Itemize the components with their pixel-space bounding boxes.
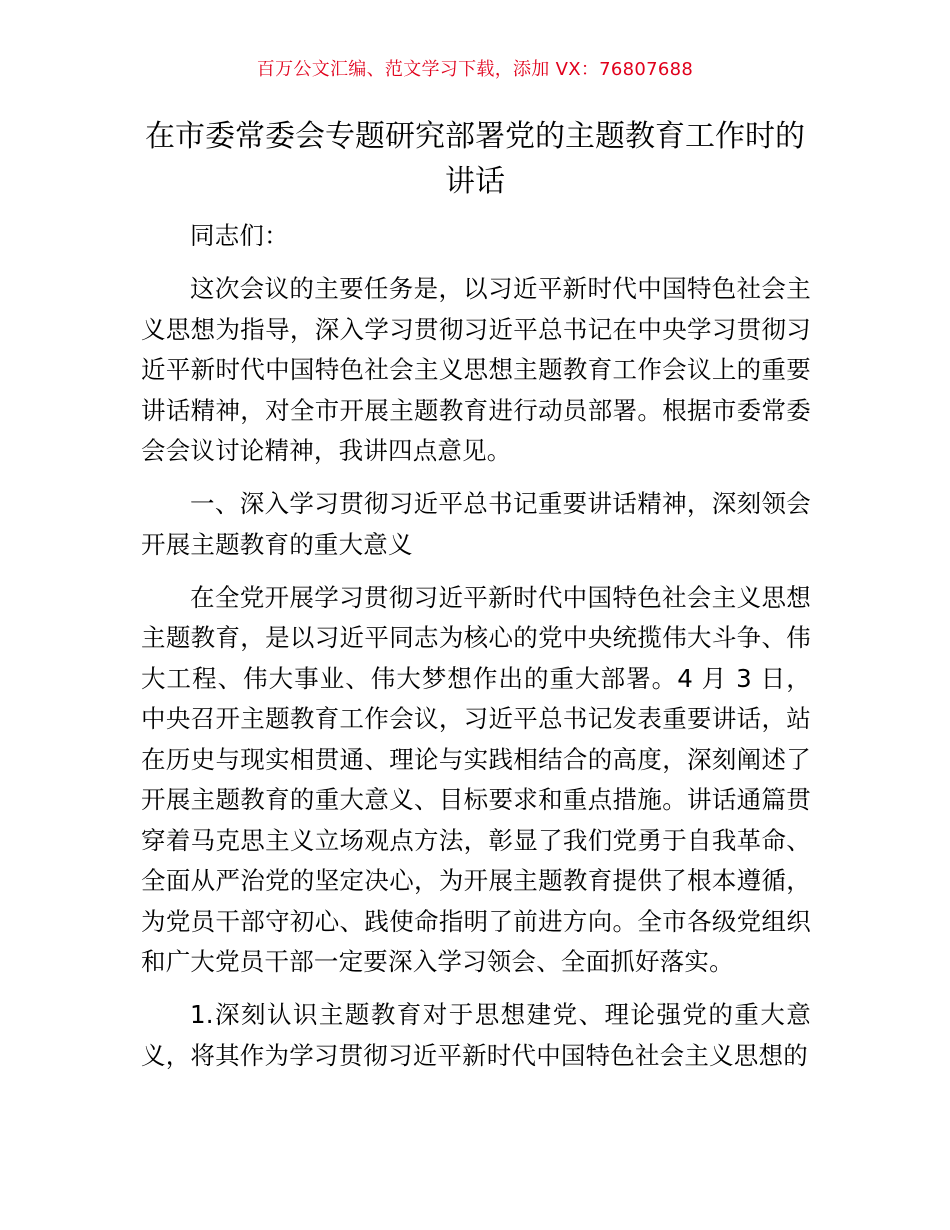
section-heading: 一、深入学习贯彻习近平总书记重要讲话精神，深刻领会开展主题教育的重大意义 (141, 489, 811, 559)
document-body (141, 216, 811, 1089)
body-paragraph: 这次会议的主要任务是，以习近平新时代中国特色社会主义思想为指导，深入学习贯彻习近平总书记在中央学习贯彻习近平新时代中国特色社会主义思想主题教育工作会议上的重要讲话精神，对全市开展主题教育进行动员部署。根据市委常委会会议讨论精神，我讲四点意见。 (141, 274, 811, 465)
body-paragraph: 1.深刻认识主题教育对于思想建党、理论强党的重大意义，将其作为学习贯彻习近平新时代中国特色社会主义思想的 (141, 1000, 811, 1070)
body-paragraph: 在全党开展学习贯彻习近平新时代中国特色社会主义思想主题教育，是以习近平同志为核心的党中央统揽伟大斗争、伟大工程、伟大事业、伟大梦想作出的重大部署。4 月 3 日，中央召开主题教育工作会议，习近平总书记发表重要讲话，站在历史与现实相贯通、理论与实践相结合的高度，深刻阐述了开展主题教育的重大意义、目标要求和重点措施。讲话通篇贯穿着马克思主义立场观点方法，彰显了我们党勇于自我革命、全面从严治党的坚定决心，为开展主题教育提供了根本遵循，为党员干部守初心、践使命指明了前进方向。全市各级党组织和广大党员干部一定要深入学习领会、全面抓好落实。 (141, 582, 811, 976)
salutation: 同志们： (190, 221, 289, 250)
document-title: 在市委常委会专题研究部署党的主题教育工作时的讲话 (145, 119, 805, 199)
watermark-header: 百万公文汇编、范文学习下载，添加 VX：76807688 (256, 59, 694, 80)
